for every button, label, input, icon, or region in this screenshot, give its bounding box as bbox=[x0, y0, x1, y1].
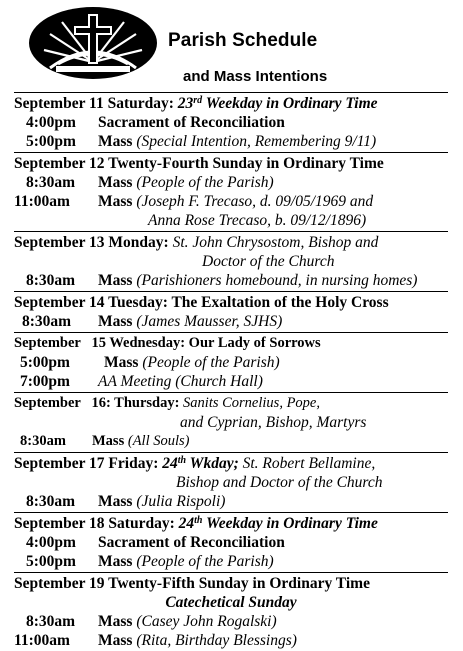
schedule-entry: 8:30am Mass (Casey John Rogalski) bbox=[26, 613, 277, 630]
schedule-entry: 8:30am Mass (Julia Rispoli) bbox=[26, 493, 226, 510]
day-heading: September 17 Friday: 24th Wkday; St. Robert Bellamine, bbox=[14, 455, 376, 472]
schedule-entry: 8:30am Mass (All Souls) bbox=[20, 433, 190, 449]
day-heading: September 13 Monday: St. John Chrysostom, Bishop and bbox=[14, 234, 379, 251]
day-block-sep-12 bbox=[14, 152, 448, 231]
schedule-entry-continued: Anna Rose Trecaso, b. 09/12/1896) bbox=[148, 212, 367, 229]
day-block-sep-18 bbox=[14, 512, 448, 572]
schedule-entry: 11:00am Mass (Joseph F. Trecaso, d. 09/05/1969 and bbox=[14, 193, 374, 210]
day-block-sep-14 bbox=[14, 291, 448, 332]
day-heading: September 18 Saturday: 24th Weekday in Ordinary Time bbox=[14, 515, 378, 532]
day-block-sep-17 bbox=[14, 452, 448, 512]
schedule-entry: 5:00pm Mass (Special Intention, Remembering 9/11) bbox=[26, 133, 377, 150]
schedule-entry: 8:30am Mass (Parishioners homebound, in nursing homes) bbox=[26, 272, 418, 289]
schedule-entry: 4:00pm Sacrament of Reconciliation bbox=[26, 534, 285, 551]
day-block-sep-16 bbox=[14, 392, 448, 452]
header bbox=[0, 0, 463, 90]
day-block-sep-11 bbox=[14, 92, 448, 152]
feast-continued: and Cyprian, Bishop, Martyrs bbox=[180, 414, 367, 431]
day-subheading: Catechetical Sunday bbox=[165, 594, 297, 611]
day-heading: September 12 Twenty-Fourth Sunday in Ordinary Time bbox=[14, 155, 384, 172]
cross-sunrise-logo-icon bbox=[28, 6, 158, 80]
page-title: Parish Schedule bbox=[168, 30, 318, 51]
day-block-sep-19 bbox=[14, 572, 448, 651]
day-block-sep-13 bbox=[14, 231, 448, 291]
day-heading: September 11 Saturday: 23rd Weekday in Ordinary Time bbox=[14, 95, 378, 112]
day-heading: September 16: Thursday: Sanits Cornelius, Pope, bbox=[14, 395, 320, 411]
schedule-entry: 11:00am Mass (Rita, Birthday Blessings) bbox=[14, 632, 297, 649]
schedule-entry: 7:00pm AA Meeting (Church Hall) bbox=[20, 373, 263, 390]
schedule-entry: 5:00pm Mass (People of the Parish) bbox=[20, 354, 280, 371]
schedule-entry: 8:30am Mass (People of the Parish) bbox=[26, 174, 274, 191]
schedule bbox=[14, 92, 448, 651]
schedule-entry: 5:00pm Mass (People of the Parish) bbox=[26, 553, 274, 570]
day-heading: September 14 Tuesday: The Exaltation of the Holy Cross bbox=[14, 294, 389, 311]
schedule-entry: 4:00pm Sacrament of Reconciliation bbox=[26, 114, 285, 131]
page-subtitle: and Mass Intentions bbox=[183, 68, 328, 85]
feast-continued: Doctor of the Church bbox=[202, 253, 335, 270]
day-heading: September 19 Twenty-Fifth Sunday in Ordinary Time bbox=[14, 575, 370, 592]
schedule-entry: 8:30am Mass (James Mausser, SJHS) bbox=[22, 313, 283, 330]
day-heading: September 15 Wednesday: Our Lady of Sorrows bbox=[14, 335, 321, 351]
feast-continued: Bishop and Doctor of the Church bbox=[176, 474, 383, 491]
day-block-sep-15 bbox=[14, 332, 448, 392]
